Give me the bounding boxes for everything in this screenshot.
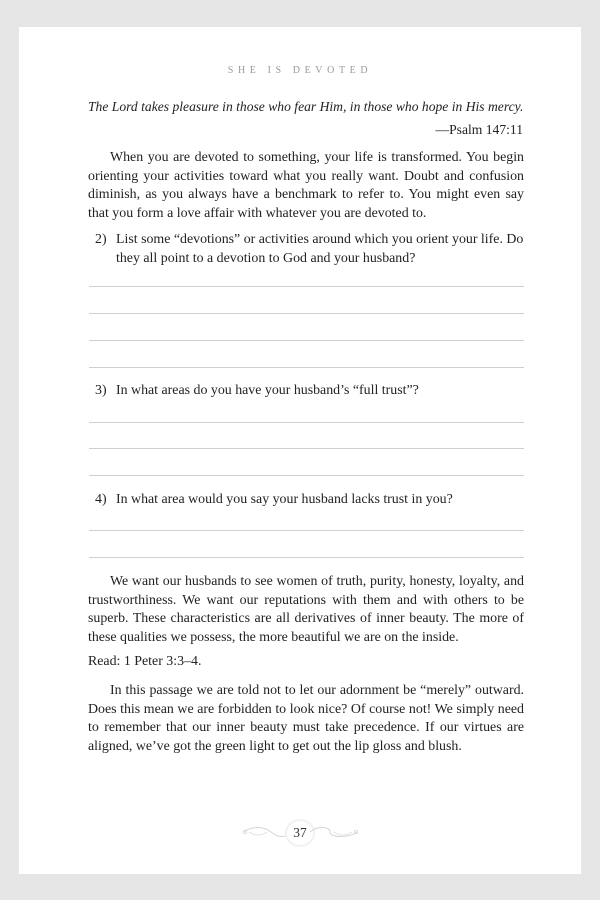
question-number: 4) (95, 492, 107, 507)
answer-line[interactable] (89, 367, 524, 368)
answer-line[interactable] (89, 475, 524, 476)
question-text: List some “devotions” or activities around which you orient your life. Do they all point to a devotion to God and your husband? (116, 232, 524, 266)
answer-line[interactable] (89, 313, 524, 314)
question-text: In what area would you say your husband lacks trust in you? (116, 492, 453, 507)
answer-line[interactable] (89, 422, 524, 423)
page-footer (19, 821, 581, 851)
answer-line[interactable] (89, 448, 524, 449)
question-number: 3) (95, 383, 107, 398)
body-paragraph-3: In this passage we are told not to let our adornment be “merely” outward. Does this mean we are forbidden to look nice? Of course not! We simply need to remember that our inner beauty must take precedence. If our virtues are aligned, we’ve got the green light to get out the lip gloss and blush. (88, 683, 524, 754)
question-number: 2) (95, 232, 107, 247)
question-text: In what areas do you have your husband’s “full trust”? (116, 383, 419, 398)
question-2 (95, 231, 546, 268)
book-page (19, 27, 581, 874)
answer-line[interactable] (89, 530, 524, 531)
running-head: SHE IS DEVOTED (227, 65, 373, 76)
question-3 (95, 382, 546, 401)
flourish-right-icon (308, 824, 360, 840)
answer-line[interactable] (89, 557, 524, 558)
answer-line[interactable] (89, 286, 524, 287)
body-paragraph-1: When you are devoted to something, your life is transformed. You begin orienting your activities toward what you really want. Doubt and confusion diminish, as you always have a benchmark to refer to. You might even say that you form a love affair with whatever you are devoted to. (88, 150, 524, 221)
flourish-left-icon (241, 824, 293, 840)
epigraph-quote: The Lord takes pleasure in those who fear Him, in those who hope in His mercy. (88, 99, 524, 114)
answer-line[interactable] (89, 340, 524, 341)
page-number: 37 (287, 821, 313, 845)
scripture-reading: Read: 1 Peter 3:3–4. (88, 654, 202, 669)
epigraph-attribution: —Psalm 147:11 (435, 122, 523, 137)
body-paragraph-2: We want our husbands to see women of truth, purity, honesty, loyalty, and trustworthiness. We want our reputations with them and with others to be superb. These characteristics are all derivatives of inner beauty. The more of these qualities we possess, the more beautiful we are on the inside. (88, 574, 524, 645)
question-4 (95, 491, 546, 510)
